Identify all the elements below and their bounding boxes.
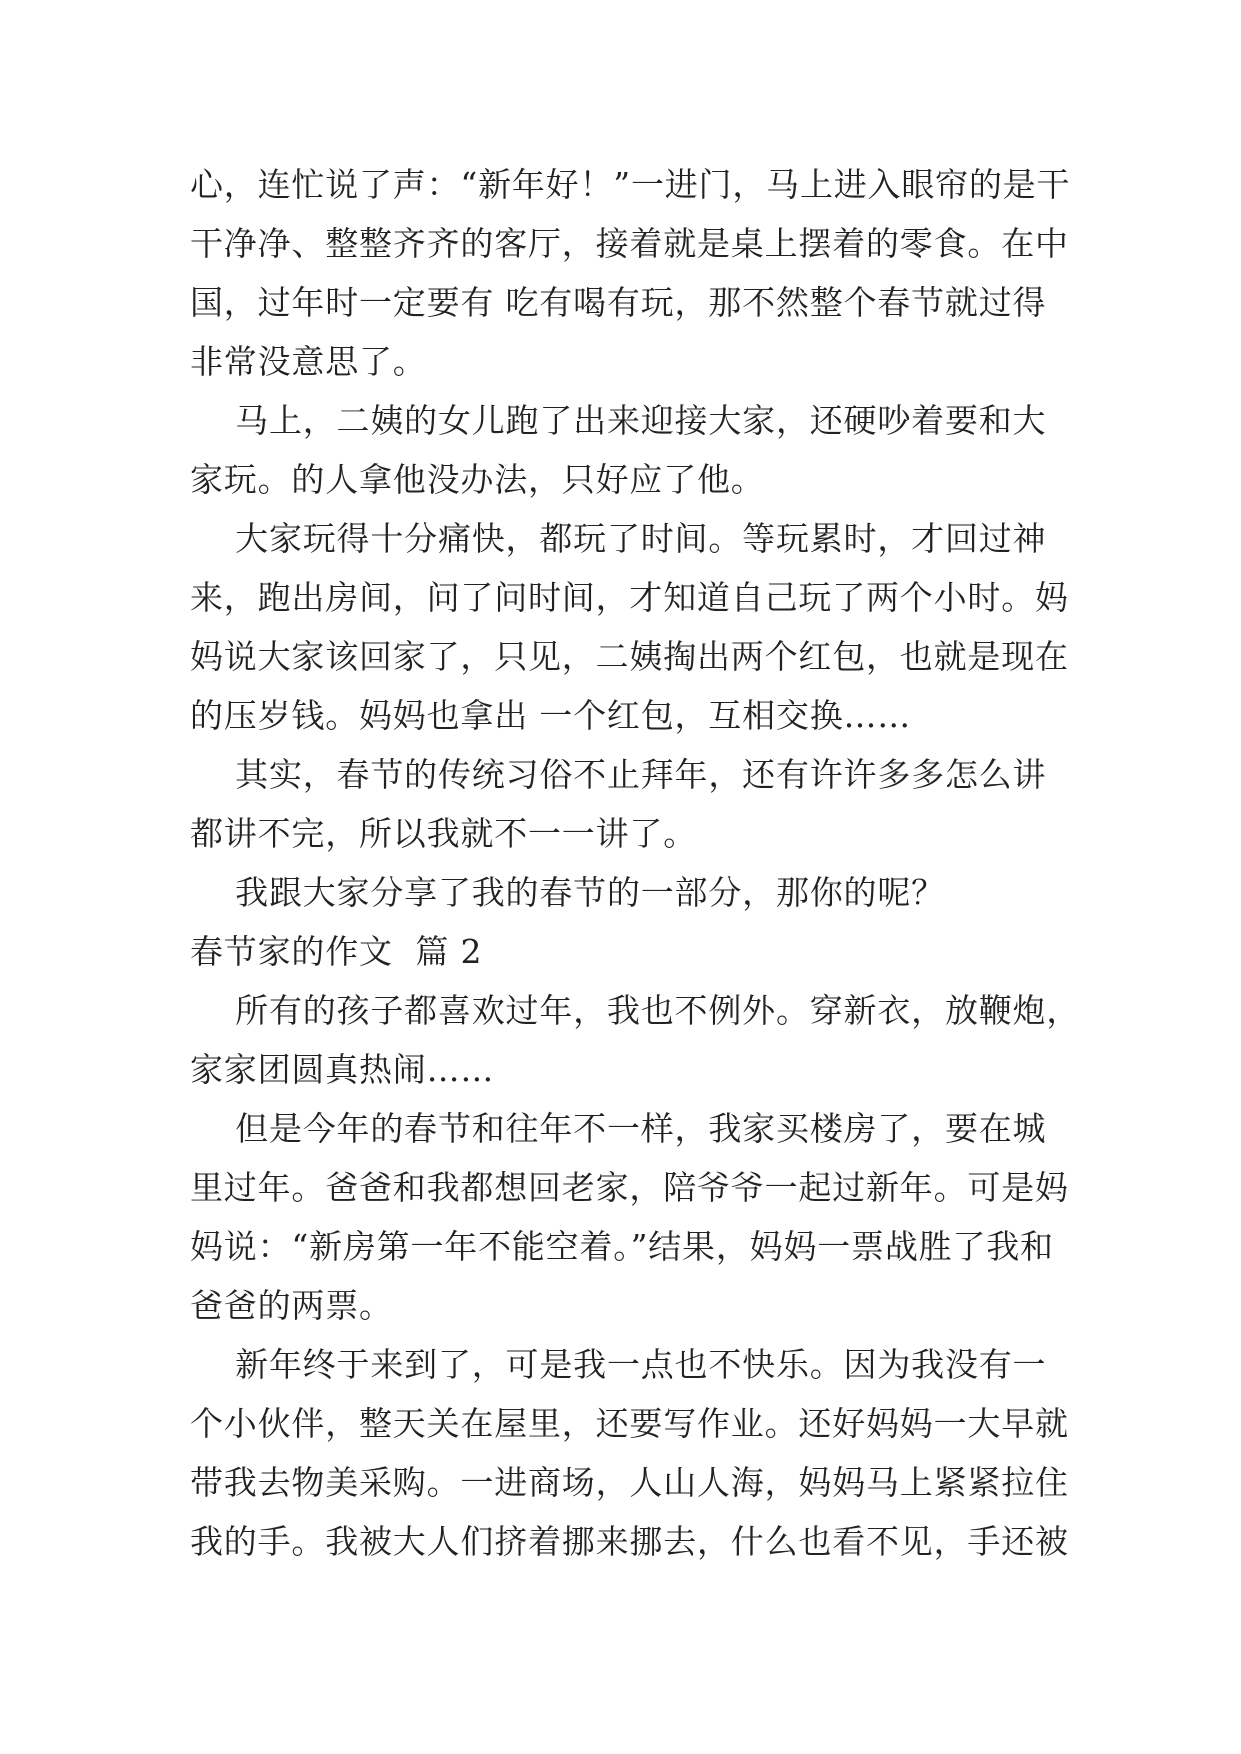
text-line: 家玩。的人拿他没办法，只好应了他。 — [190, 460, 765, 499]
text-line: 其实，春节的传统习俗不止拜年，还有许许多多怎么讲 — [190, 755, 1047, 794]
text-line: 的压岁钱。妈妈也拿出 一个红包，互相交换…… — [190, 696, 912, 735]
text-line: 我的手。我被大人们挤着挪来挪去，什么也看不见，手还被 — [190, 1522, 1069, 1561]
text-line: 干净净、整整齐齐的客厅，接着就是桌上摆着的零食。在中 — [190, 224, 1069, 263]
text-line: 个小伙伴，整天关在屋里，还要写作业。还好妈妈一大早就 — [190, 1404, 1069, 1443]
text-line: 非常没意思了。 — [190, 342, 427, 381]
text-line: 心，连忙说了声：“新年好！”一进门，马上进入眼帘的是干 — [190, 165, 1071, 204]
text-line: 爸爸的两票。 — [190, 1286, 393, 1325]
text-line: 国，过年时一定要有 吃有喝有玩，那不然整个春节就过得 — [190, 283, 1047, 322]
text-line: 大家玩得十分痛快，都玩了时间。等玩累时，才回过神 — [190, 519, 1047, 558]
text-line: 但是今年的春节和往年不一样，我家买楼房了，要在城 — [190, 1109, 1047, 1148]
section-heading: 春节家的作文 篇 2 — [190, 932, 483, 971]
text-line: 妈说大家该回家了，只见，二姨掏出两个红包，也就是现在 — [190, 637, 1069, 676]
text-line: 我跟大家分享了我的春节的一部分，那你的呢？ — [190, 873, 945, 912]
text-line: 妈说：“新房第一年不能空着。”结果，妈妈一票战胜了我和 — [190, 1227, 1054, 1266]
text-line: 家家团圆真热闹…… — [190, 1050, 495, 1089]
text-line: 马上，二姨的女儿跑了出来迎接大家，还硬吵着要和大 — [190, 401, 1047, 440]
text-line: 里过年。爸爸和我都想回老家，陪爷爷一起过新年。可是妈 — [190, 1168, 1069, 1207]
text-line: 都讲不完，所以我就不一一讲了。 — [190, 814, 697, 853]
text-line: 所有的孩子都喜欢过年，我也不例外。穿新衣，放鞭炮， — [190, 991, 1081, 1030]
document-body — [190, 155, 1081, 1571]
text-line: 来，跑出房间，问了问时间，才知道自己玩了两个小时。妈 — [190, 578, 1069, 617]
text-line: 带我去物美采购。一进商场，人山人海，妈妈马上紧紧拉住 — [190, 1463, 1069, 1502]
text-line: 新年终于来到了，可是我一点也不快乐。因为我没有一 — [190, 1345, 1047, 1384]
